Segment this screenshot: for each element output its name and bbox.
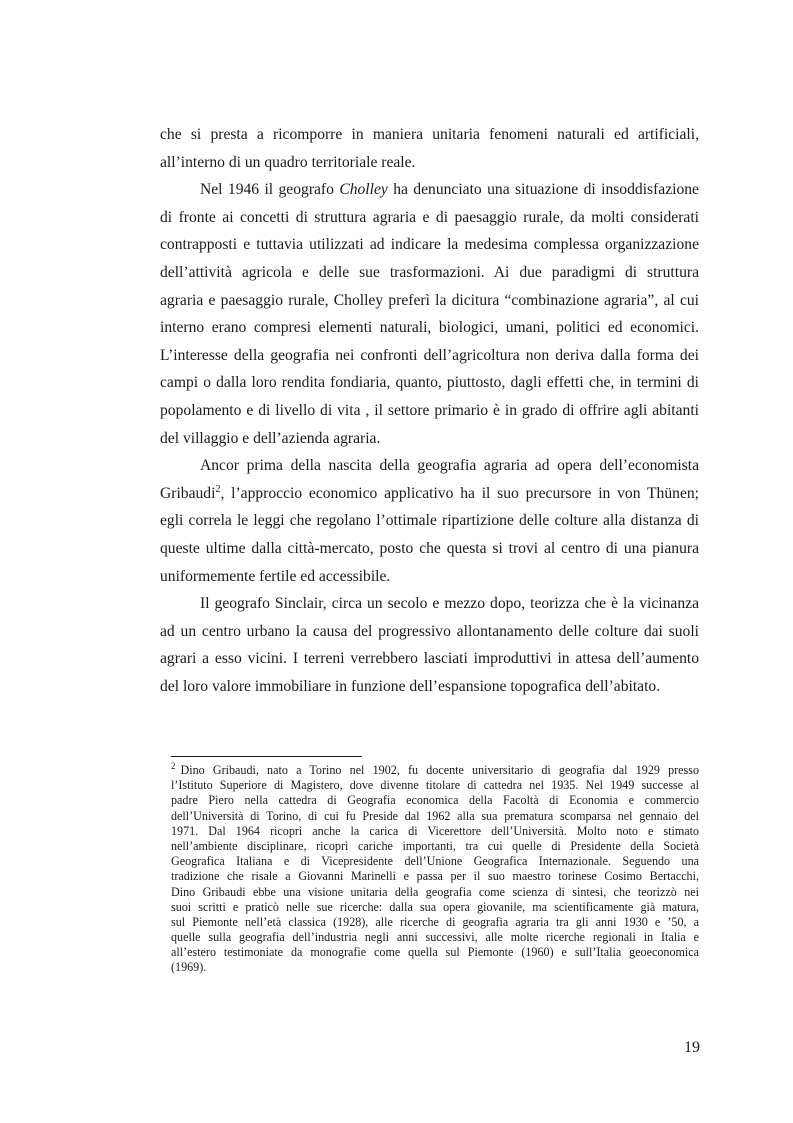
footnote-line: Dino Gribaudi ebbe una visione unitaria della geografia come scienza di sintesi, che teorizzò nei: [171, 884, 699, 899]
footnote-line: all’estero testimoniate da monografie come quella sul Piemonte (1960) e sull’Italia geoeconomica: [171, 945, 699, 960]
body-line: all’interno di un quadro territoriale reale.: [160, 153, 416, 171]
body-line: queste ultime dalla città-mercato, posto che questa si trovi al centro di una pianura: [160, 539, 699, 557]
body-line: agraria e paesaggio rurale, Cholley preferì la dicitura “combinazione agraria”, al cui: [160, 291, 699, 309]
body-text-run: Nel 1946 il geografo: [200, 181, 340, 199]
body-text: [160, 121, 699, 700]
footnote-line: tradizione che risale a Giovanni Marinelli e passa per il suo maestro torinese Cosimo Bertacchi,: [171, 869, 699, 884]
body-line: Ancor prima della nascita della geografia agraria ad opera dell’economista: [200, 457, 699, 475]
body-text-run: , l’approccio economico applicativo ha il suo precursore in von Thünen;: [220, 484, 699, 502]
footnote-text-run: Dino Gribaudi, nato a Torino nel 1902, fu docente universitario di geografia dal 1929 presso: [180, 763, 699, 777]
footnote-line: l’Istituto Superiore di Magistero, dove divenne titolare di cattedra nel 1935. Nel 1949 successe al: [171, 778, 699, 793]
body-line: di fronte ai concetti di struttura agraria e di paesaggio rurale, da molti considerati: [160, 208, 699, 226]
body-line: Il geografo Sinclair, circa un secolo e mezzo dopo, teorizza che è la vicinanza: [200, 595, 699, 613]
body-line: egli correla le leggi che regolano l’ottimale ripartizione delle colture alla distanza di: [160, 512, 699, 530]
body-line: del villaggio e dell’azienda agraria.: [160, 429, 381, 447]
body-line: [160, 480, 699, 508]
body-line: dell’attività agricola e delle sue trasformazioni. Ai due paradigmi di struttura: [160, 263, 699, 281]
footnote-reference[interactable]: 2: [215, 483, 221, 495]
footnote-line: [171, 760, 699, 778]
body-line: [160, 176, 699, 204]
body-line: ad un centro urbano la causa del progressivo allontanamento delle colture dai suoli: [160, 622, 699, 640]
footnote-line: 1971. Dal 1964 ricoprì anche la carica di Vicerettore dell’Università. Molto noto e stimato: [171, 823, 699, 838]
footnote-line: padre Piero nella cattedra di Geografia economica della Facoltà di Economia e commercio: [171, 793, 699, 808]
footnote-line: (1969).: [171, 960, 207, 975]
footnote-separator: [171, 756, 362, 757]
page-number: 19: [684, 1039, 700, 1056]
footnote-line: quelle sulla geografia dell’industria negli anni successivi, alle molte ricerche regionali in Italia e: [171, 930, 699, 945]
body-line: agrari a esso vicini. I terreni verrebbero lasciati improduttivi in attesa dell’aumento: [160, 650, 699, 668]
body-line: uniformemente fertile ed accessibile.: [160, 567, 391, 585]
body-line: popolamento e di livello di vita , il settore primario è in grado di offrire agli abitanti: [160, 401, 699, 419]
body-line: contrapposti e tuttavia utilizzati ad indicare la medesima complessa organizzazione: [160, 236, 699, 254]
footnote-line: suoi scritti e praticò nelle sue ricerche: dalla sua opera giovanile, ma scientificamente già matura,: [171, 899, 699, 914]
body-line: interno erano compresi elementi naturali, biologici, umani, politici ed economici.: [160, 319, 699, 337]
footnote: [171, 760, 699, 976]
body-line: L’interesse della geografia nei confronti dell’agricoltura non deriva dalla forma dei: [160, 346, 699, 364]
footnote-line: dell’Università di Torino, di cui fu Preside dal 1962 alla sua prematura scomparsa nel gennaio del: [171, 808, 699, 823]
body-text-run: ha denunciato una situazione di insoddisfazione: [387, 181, 699, 199]
body-line: del loro valore immobiliare in funzione dell’espansione topografica dell’abitato.: [160, 677, 661, 695]
footnote-marker: 2: [171, 760, 176, 771]
footnote-line: sul Piemonte nell’età classica (1928), alle ricerche di geografia agraria tra gli anni 1930 e ’50, a: [171, 914, 699, 929]
footnote-line: Geografica Italiana e di Vicepresidente dell’Unione Geografica Internazionale. Seguendo una: [171, 854, 699, 869]
footnote-line: nell’ambiente disciplinare, ricoprì cariche importanti, tra cui quelle di Presidente della Società: [171, 838, 699, 853]
italic-name-cholley: Cholley: [339, 181, 388, 199]
body-line: che si presta a ricomporre in maniera unitaria fenomeni naturali ed artificiali,: [160, 126, 699, 143]
body-line: campi o dalla loro rendita fondiaria, quanto, piuttosto, dagli effetti che, in termini di: [160, 374, 699, 392]
body-text-run: Gribaudi: [160, 484, 216, 502]
